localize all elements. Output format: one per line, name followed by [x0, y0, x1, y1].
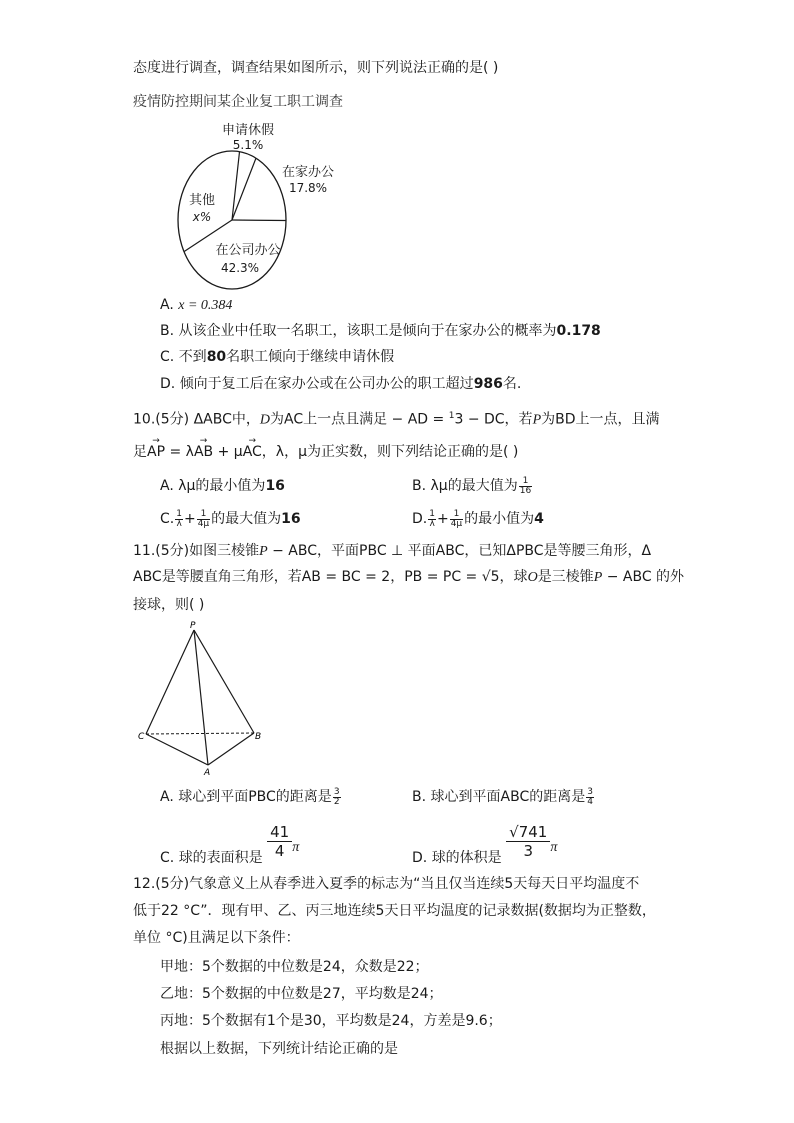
frac-den: 4μ [197, 518, 210, 529]
q10-option-b [412, 476, 533, 496]
q10-text: = λ [165, 444, 194, 460]
frac-num: 41 [267, 823, 292, 842]
q11-text: − ABC 的外 [602, 569, 685, 585]
vector-ac: → AC [243, 442, 262, 462]
option-text: 的最大值为 [211, 511, 282, 527]
option-text: λμ的最小值为 [178, 478, 266, 494]
option-text: 从该企业中任取一名职工，该职工是倾向于在家办公的概率为 [178, 323, 557, 339]
q-score: (5分) [155, 543, 190, 559]
pi-symbol: π [550, 840, 558, 855]
q11-option-d [412, 823, 557, 870]
fraction [586, 788, 594, 807]
frac-num: 1 [519, 477, 532, 487]
q11-var-p: P [259, 544, 268, 559]
q10-superscript: 1 [448, 411, 455, 421]
q10-text: 足 [133, 444, 147, 460]
pie-category-label-2: 在公司办公 [215, 243, 281, 258]
q12-jia: 甲地：5个数据的中位数是24，众数是22； [160, 959, 429, 975]
q11-var-o: O [527, 570, 538, 585]
label-b: B [255, 732, 262, 742]
frac-den: 4 [587, 796, 593, 807]
option-text: 球心到平面PBC的距离是 [178, 789, 332, 805]
pie-chart [160, 112, 340, 292]
frac-num: 3 [333, 786, 340, 797]
edge-cb-hidden [146, 733, 254, 734]
q-number: 10. [133, 411, 156, 428]
q11-option-a [160, 787, 342, 807]
pi-symbol: π [292, 840, 300, 855]
option-label: A. [160, 297, 174, 313]
fraction [506, 823, 550, 860]
q12-line2: 低于22 °C”．现有甲、乙、丙三地连续5天日平均温度的记录数据(数据均为正整数， [133, 903, 656, 919]
pie-slice-boundary-2 [232, 220, 286, 221]
option-label: C. [160, 511, 175, 527]
pie-category-label-3: 其他 [188, 193, 216, 208]
pie-value-label-0: 5.1% [232, 138, 264, 152]
q11-line3: 接球，则( ) [133, 597, 205, 613]
edge-pc [146, 630, 194, 734]
option-label: A. [160, 478, 174, 494]
option-text: x = 0.384 [178, 298, 233, 313]
option-label: D. [160, 376, 176, 392]
frac-den: 16 [519, 485, 532, 496]
fraction [450, 510, 463, 529]
option-value: 16 [281, 511, 301, 527]
frac-num: 1 [197, 510, 210, 520]
option-num: 986 [473, 376, 503, 392]
intro-line: 态度进行调查，调查结果如图所示，则下列说法正确的是( ) [133, 60, 499, 76]
q10-text: 为AC上一点且满足 − AD = [269, 411, 449, 428]
option-text: 球的表面积是 [178, 850, 263, 866]
option-label: D. [412, 511, 428, 527]
option-num: 80 [206, 349, 227, 365]
q9-option-b [160, 321, 601, 341]
q9-option-d [160, 374, 521, 394]
frac-num: 3 [587, 786, 593, 797]
frac-num: 1 [429, 508, 435, 519]
fraction [519, 477, 532, 496]
tetrahedron-figure [135, 618, 270, 778]
option-text: 球心到平面ABC的距离是 [430, 789, 586, 805]
q10-option-c [160, 509, 301, 529]
option-label: B. [412, 478, 427, 494]
frac-den: λ [176, 518, 182, 529]
frac-num: 1 [450, 510, 463, 520]
q10-text: 为BD上一点，且满 [541, 411, 660, 428]
q10-text: − DC，若 [463, 411, 533, 428]
label-a: A [204, 768, 211, 778]
q9-option-a [160, 295, 232, 316]
option-label: C. [160, 850, 175, 866]
option-text: 名职工倾向于继续申请休假 [226, 349, 395, 365]
q10-line1 [133, 406, 660, 431]
q10-option-a [160, 476, 285, 496]
edge-ca [146, 734, 208, 765]
option-value: 16 [265, 478, 285, 494]
option-label: B. [412, 789, 427, 805]
q10-var-d: D [259, 412, 270, 428]
option-label: A. [160, 789, 174, 805]
pie-value-label-1: 17.8% [288, 181, 328, 195]
q11-var-p: P [593, 570, 603, 585]
frac-den: 4 [274, 842, 285, 860]
q10-text: ΔABC中， [193, 411, 260, 428]
fraction [333, 788, 341, 807]
q12-bing: 丙地：5个数据有1个是30，平均数是24，方差是9.6； [160, 1013, 502, 1029]
q11-text: ABC是等腰直角三角形，若AB = BC = 2，PB = PC = √5，球 [133, 569, 528, 585]
pie-category-label-0: 申请休假 [221, 123, 275, 138]
option-value: 4 [534, 511, 544, 527]
option-text: 球的体积是 [431, 850, 502, 866]
fraction [175, 510, 183, 529]
vector-ab: → AB [194, 442, 213, 462]
label-p: P [190, 621, 196, 631]
pie-value-label-2: 42.3% [220, 261, 260, 275]
edge-ba [208, 733, 254, 765]
option-label: C. [160, 349, 175, 365]
q-number: 11. [133, 543, 156, 559]
q-score: (5分) [155, 411, 190, 428]
fraction [197, 510, 210, 529]
q11-text: 如图三棱锥 [189, 543, 260, 559]
frac-num: √741 [506, 823, 550, 842]
chart-title: 疫情防控期间某企业复工职工调查 [133, 94, 343, 110]
q10-text: ，λ，μ为正实数，则下列结论正确的是( ) [261, 444, 519, 460]
option-text: 倾向于复工后在家办公或在公司办公的职工超过 [179, 376, 474, 392]
option-label: B. [160, 323, 175, 339]
q10-var-p: P [532, 412, 542, 428]
q10-text: + μ [213, 444, 243, 460]
q10-line2 [133, 442, 518, 462]
option-text: λμ的最大值为 [430, 478, 518, 494]
option-text: 的最小值为 [464, 511, 535, 527]
pie-category-label-1: 在家办公 [281, 165, 335, 180]
label-c: C [138, 732, 145, 742]
q11-line2 [133, 567, 684, 588]
frac-num: 1 [176, 508, 182, 519]
vector-ap: → AP [147, 442, 165, 462]
q11-option-c [160, 823, 299, 870]
option-value: 0.178 [556, 323, 601, 339]
q9-option-c [160, 347, 394, 367]
option-text: 不到 [178, 349, 207, 365]
q11-text: 是三棱锥 [537, 569, 594, 585]
fraction [428, 510, 436, 529]
q11-text: − ABC，平面PBC ⊥ 平面ABC，已知ΔPBC是等腰三角形，Δ [267, 543, 652, 559]
option-label: D. [412, 850, 428, 866]
frac-den: λ [429, 518, 435, 529]
plus-sign: + [436, 511, 449, 527]
q11-option-b [412, 787, 595, 807]
plus-sign: + [183, 511, 196, 527]
q12-line3: 单位 °C)且满足以下条件： [133, 930, 300, 946]
q12-line1: 12.(5分)气象意义上从春季进入夏季的标志为“当且仅当连续5天每天日平均温度不 [133, 876, 640, 892]
option-text: 名. [502, 376, 522, 392]
q10-option-d [412, 509, 544, 529]
pie-value-label-3: x% [192, 210, 212, 224]
fraction [267, 823, 292, 860]
q12-yi: 乙地：5个数据的中位数是27，平均数是24； [160, 986, 443, 1002]
q12-last: 根据以上数据，下列统计结论正确的是 [160, 1041, 398, 1057]
q10-three: 3 [454, 411, 464, 428]
q11-line1 [133, 541, 651, 562]
frac-den: 4μ [450, 518, 463, 529]
frac-den: 3 [523, 842, 534, 860]
frac-den: 2 [333, 796, 340, 807]
